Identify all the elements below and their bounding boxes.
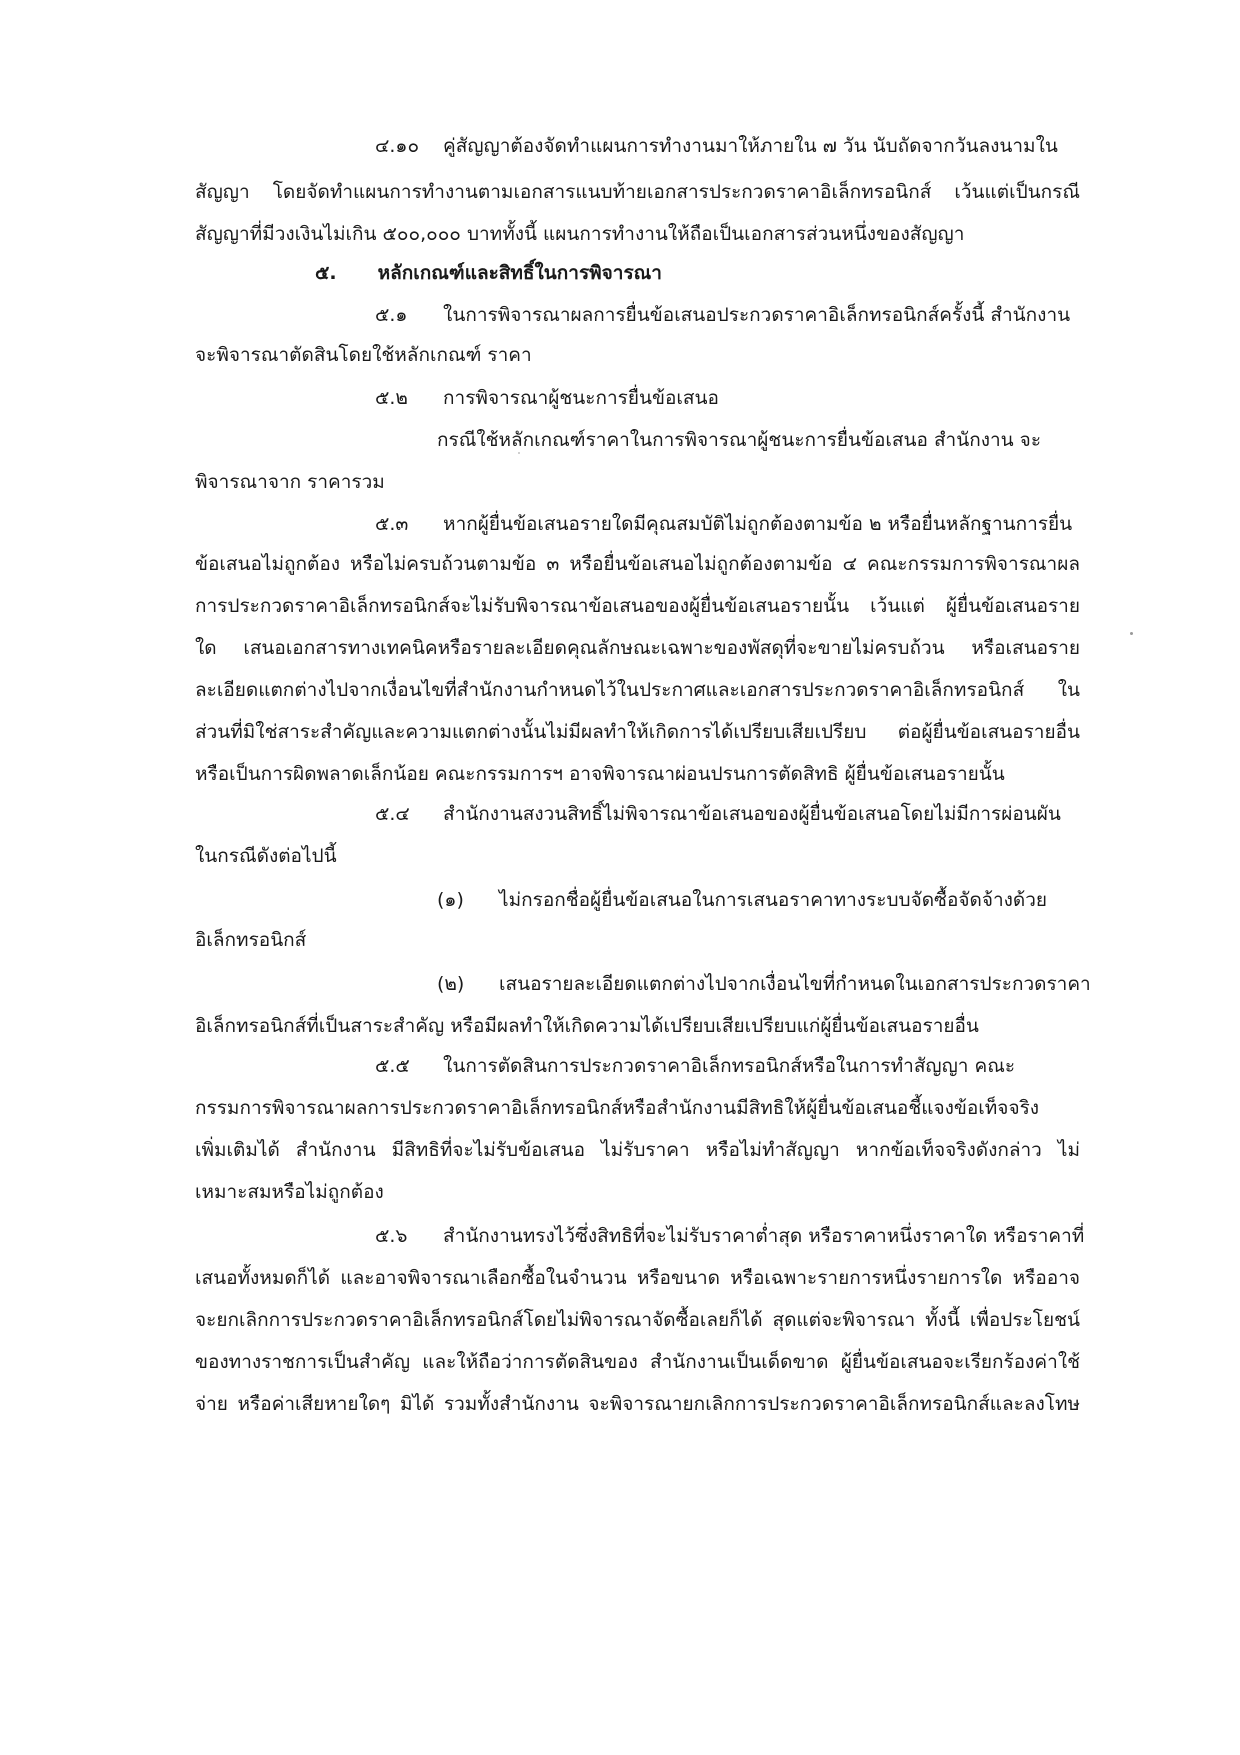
clause-5-6-line-1: [375, 1221, 1084, 1251]
clause-5-4-item-1-line-2: อิเล็กทรอนิกส์: [195, 929, 307, 951]
clause-5-1-line-2: จะพิจารณาตัดสินโดยใช้หลักเกณฑ์ ราคา: [195, 344, 532, 366]
clause-number: ๕.๓: [375, 513, 409, 535]
item-number: (๒): [437, 973, 465, 995]
item-text: เสนอรายละเอียดแตกต่างไปจากเงื่อนไขที่กำหนดในเอกสารประกวดราคา: [499, 973, 1091, 995]
clause-5-4-item-2-line-2: อิเล็กทรอนิกส์ที่เป็นสาระสำคัญ หรือมีผลทำให้เกิดความได้เปรียบเสียเปรียบแก่ผู้ยื่นข้อเสนอรายอื่น: [195, 1015, 979, 1037]
clause-5-4-line-2: ในกรณีดังต่อไปนี้: [195, 845, 337, 867]
clause-5-1-line-1: [375, 300, 1070, 330]
clause-text: สำนักงานสงวนสิทธิ์ไม่พิจารณาข้อเสนอของผู้ยื่นข้อเสนอโดยไม่มีการผ่อนผัน: [443, 803, 1061, 825]
clause-text: คู่สัญญาต้องจัดทำแผนการทำงานมาให้ภายใน ๗ วัน นับถัดจากวันลงนามใน: [443, 135, 1058, 157]
scan-speck: [518, 452, 520, 454]
scan-speck: [1130, 632, 1133, 635]
clause-5-2-line-2: กรณีใช้หลักเกณฑ์ราคาในการพิจารณาผู้ชนะการยื่นข้อเสนอ สำนักงาน จะ: [437, 429, 1042, 451]
section-title: หลักเกณฑ์และสิทธิ์ในการพิจารณา: [377, 262, 662, 284]
clause-5-3-line-2: ข้อเสนอไม่ถูกต้อง หรือไม่ครบถ้วนตามข้อ ๓ หรือยื่นข้อเสนอไม่ถูกต้องตามข้อ ๔ คณะกรรมการพิจารณาผล: [195, 553, 1080, 575]
clause-5-2-line-1: [375, 383, 719, 413]
clause-number: ๕.๕: [375, 1055, 410, 1077]
clause-5-4-line-1: [375, 799, 1061, 829]
clause-text: การพิจารณาผู้ชนะการยื่นข้อเสนอ: [443, 387, 719, 409]
clause-5-5-line-1: [375, 1051, 1015, 1081]
clause-5-6-line-4: ของทางราชการเป็นสำคัญ และให้ถือว่าการตัดสินของ สำนักงานเป็นเด็ดขาด ผู้ยื่นข้อเสนอจะเรียกร้องค่าใช้: [195, 1351, 1080, 1373]
clause-5-6-line-5: จ่าย หรือค่าเสียหายใดๆ มิได้ รวมทั้งสำนักงาน จะพิจารณายกเลิกการประกวดราคาอิเล็กทรอนิกส์และลงโทษ: [195, 1393, 1080, 1415]
clause-5-3-line-7: หรือเป็นการผิดพลาดเล็กน้อย คณะกรรมการฯ อาจพิจารณาผ่อนปรนการตัดสิทธิ ผู้ยื่นข้อเสนอรายนั้น: [195, 763, 1005, 785]
clause-5-2-line-3: พิจารณาจาก ราคารวม: [195, 471, 385, 493]
clause-5-3-line-3: การประกวดราคาอิเล็กทรอนิกส์จะไม่รับพิจารณาข้อเสนอของผู้ยื่นข้อเสนอรายนั้น เว้นแต่ ผู้ยื่นข้อเสนอราย: [195, 595, 1080, 617]
clause-text: หากผู้ยื่นข้อเสนอรายใดมีคุณสมบัติไม่ถูกต้องตามข้อ ๒ หรือยื่นหลักฐานการยื่น: [443, 513, 1073, 535]
clause-5-3-line-6: ส่วนที่มิใช่สาระสำคัญและความแตกต่างนั้นไม่มีผลทำให้เกิดการได้เปรียบเสียเปรียบ ต่อผู้ยื่นข้อเสนอรายอื่น: [195, 721, 1080, 743]
clause-5-6-line-2: เสนอทั้งหมดก็ได้ และอาจพิจารณาเลือกซื้อในจำนวน หรือขนาด หรือเฉพาะรายการหนึ่งรายการใด หรืออาจ: [195, 1267, 1080, 1289]
section-5-heading: [315, 258, 662, 288]
clause-5-3-line-1: [375, 509, 1072, 539]
clause-5-5-line-3: เพิ่มเติมได้ สำนักงาน มีสิทธิที่จะไม่รับข้อเสนอ ไม่รับราคา หรือไม่ทำสัญญา หากข้อเท็จจริงดังกล่าว ไม่: [195, 1139, 1080, 1161]
clause-number: ๕.๑: [375, 304, 408, 326]
clause-text: ในการพิจารณาผลการยื่นข้อเสนอประกวดราคาอิเล็กทรอนิกส์ครั้งนี้ สำนักงาน: [443, 304, 1071, 326]
clause-4-10-line-3: สัญญาที่มีวงเงินไม่เกิน ๕๐๐,๐๐๐ บาททั้งนี้ แผนการทำงานให้ถือเป็นเอกสารส่วนหนึ่งของสัญญา: [195, 223, 965, 245]
item-text: ไม่กรอกชื่อผู้ยื่นข้อเสนอในการเสนอราคาทางระบบจัดซื้อจัดจ้างด้วย: [499, 889, 1048, 911]
clause-number: ๕.๖: [375, 1225, 408, 1247]
section-number: ๕.: [315, 262, 337, 284]
clause-5-6-line-3: จะยกเลิกการประกวดราคาอิเล็กทรอนิกส์โดยไม่พิจารณาจัดซื้อเลยก็ได้ สุดแต่จะพิจารณา ทั้งนี้ เพื่อประโยชน์: [195, 1309, 1080, 1331]
clause-4-10-line-1: [375, 131, 1058, 161]
clause-text: สำนักงานทรงไว้ซึ่งสิทธิที่จะไม่รับราคาต่ำสุด หรือราคาหนึ่งราคาใด หรือราคาที่: [443, 1225, 1085, 1247]
clause-5-4-item-2-line-1: [437, 969, 1091, 999]
clause-5-3-line-4: ใด เสนอเอกสารทางเทคนิคหรือรายละเอียดคุณลักษณะเฉพาะของพัสดุที่จะขายไม่ครบถ้วน หรือเสนอราย: [195, 637, 1080, 659]
clause-5-4-item-1-line-1: [437, 885, 1047, 915]
clause-4-10-line-2: สัญญา โดยจัดทำแผนการทำงานตามเอกสารแนบท้ายเอกสารประกวดราคาอิเล็กทรอนิกส์ เว้นแต่เป็นกรณี: [195, 181, 1080, 203]
clause-number: ๕.๒: [375, 387, 408, 409]
clause-5-5-line-2: กรรมการพิจารณาผลการประกวดราคาอิเล็กทรอนิกส์หรือสำนักงานมีสิทธิให้ผู้ยื่นข้อเสนอชี้แจงข้อเท็จจริง: [195, 1097, 1040, 1119]
item-number: (๑): [437, 889, 464, 911]
clause-number: ๔.๑๐: [375, 135, 420, 157]
clause-5-3-line-5: ละเอียดแตกต่างไปจากเงื่อนไขที่สำนักงานกำหนดไว้ในประกาศและเอกสารประกวดราคาอิเล็กทรอนิกส์ ใน: [195, 679, 1080, 701]
clause-text: ในการตัดสินการประกวดราคาอิเล็กทรอนิกส์หรือในการทำสัญญา คณะ: [443, 1055, 1016, 1077]
clause-5-5-line-4: เหมาะสมหรือไม่ถูกต้อง: [195, 1181, 384, 1203]
clause-number: ๕.๔: [375, 803, 410, 825]
